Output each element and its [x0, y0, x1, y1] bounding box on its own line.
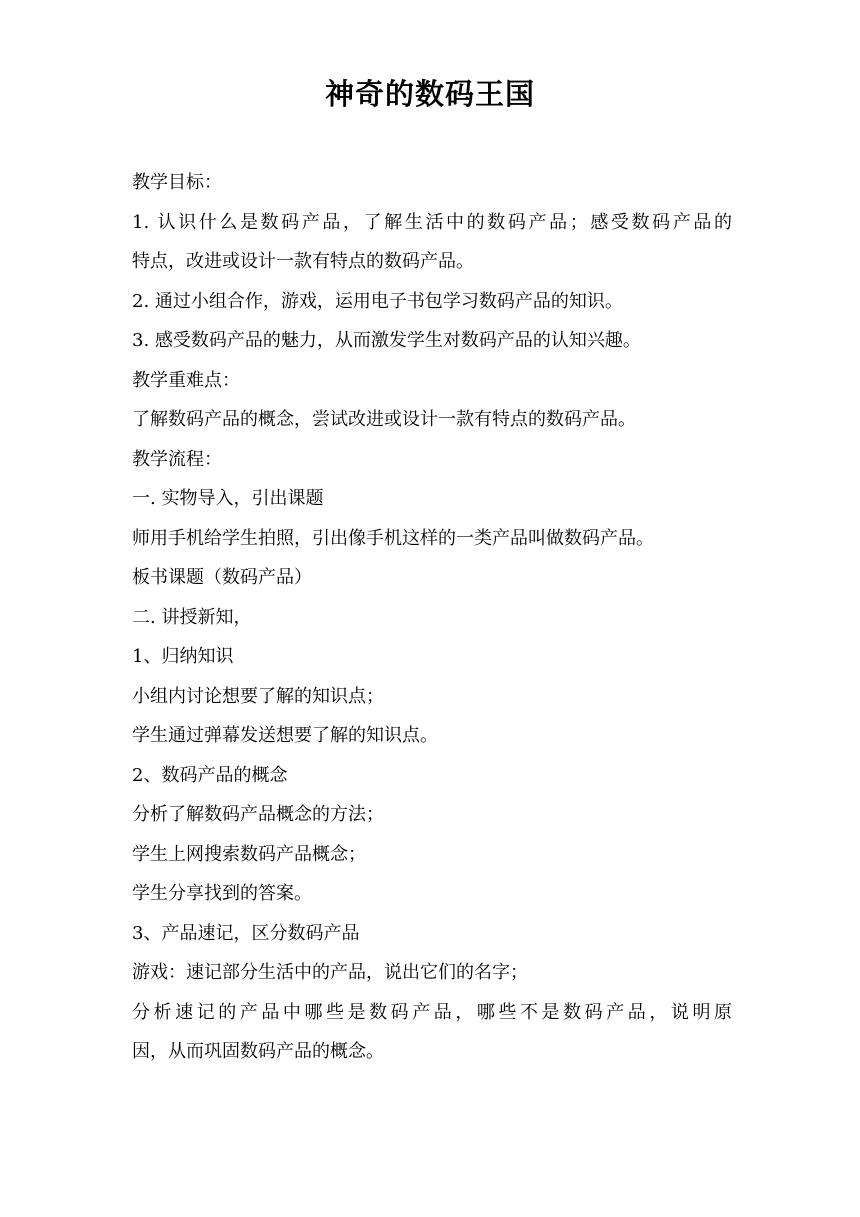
section-heading-process: 教学流程： — [132, 448, 222, 470]
paragraph-line: 2. 通过小组合作，游戏，运用电子书包学习数码产品的知识。 — [132, 290, 623, 312]
document-title: 神奇的数码王国 — [324, 77, 535, 111]
paragraph-line: 分析了解数码产品概念的方法； — [132, 804, 384, 825]
subsection-heading: 2、数码产品的概念 — [132, 764, 288, 786]
paragraph-line: 特点，改进或设计一款有特点的数码产品。 — [132, 251, 474, 272]
subsection-heading: 一. 实物导入，引出课题 — [132, 488, 324, 509]
paragraph-line: 分析速记的产品中哪些是数码产品，哪些不是数码产品，说明原 — [132, 1001, 732, 1023]
paragraph-line: 3. 感受数码产品的魅力，从而激发学生对数码产品的认知兴趣。 — [132, 330, 641, 351]
paragraph-line: 学生分享找到的答案。 — [132, 883, 312, 904]
subsection-heading: 1、归纳知识 — [132, 646, 234, 667]
paragraph-line: 1. 认识什么是数码产品，了解生活中的数码产品；感受数码产品的 — [132, 211, 732, 233]
paragraph-line: 游戏：速记部分生活中的产品，说出它们的名字； — [132, 962, 528, 983]
paragraph-line: 了解数码产品的概念，尝试改进或设计一款有特点的数码产品。 — [132, 409, 636, 430]
section-heading-key-points: 教学重难点： — [132, 369, 240, 391]
subsection-heading: 二. 讲授新知， — [132, 606, 252, 628]
paragraph-line: 学生上网搜索数码产品概念； — [132, 843, 366, 865]
paragraph-line: 师用手机给学生拍照，引出像手机这样的一类产品叫做数码产品。 — [132, 527, 654, 549]
subsection-heading: 3、产品速记，区分数码产品 — [132, 922, 360, 944]
section-heading-objectives: 教学目标： — [132, 172, 222, 193]
paragraph-line: 小组内讨论想要了解的知识点； — [132, 685, 384, 707]
paragraph-line: 因，从而巩固数码产品的概念。 — [132, 1041, 384, 1062]
document-body — [132, 163, 732, 1072]
paragraph-line: 学生通过弹幕发送想要了解的知识点。 — [132, 725, 438, 746]
paragraph-line: 板书课题（数码产品） — [132, 567, 312, 588]
